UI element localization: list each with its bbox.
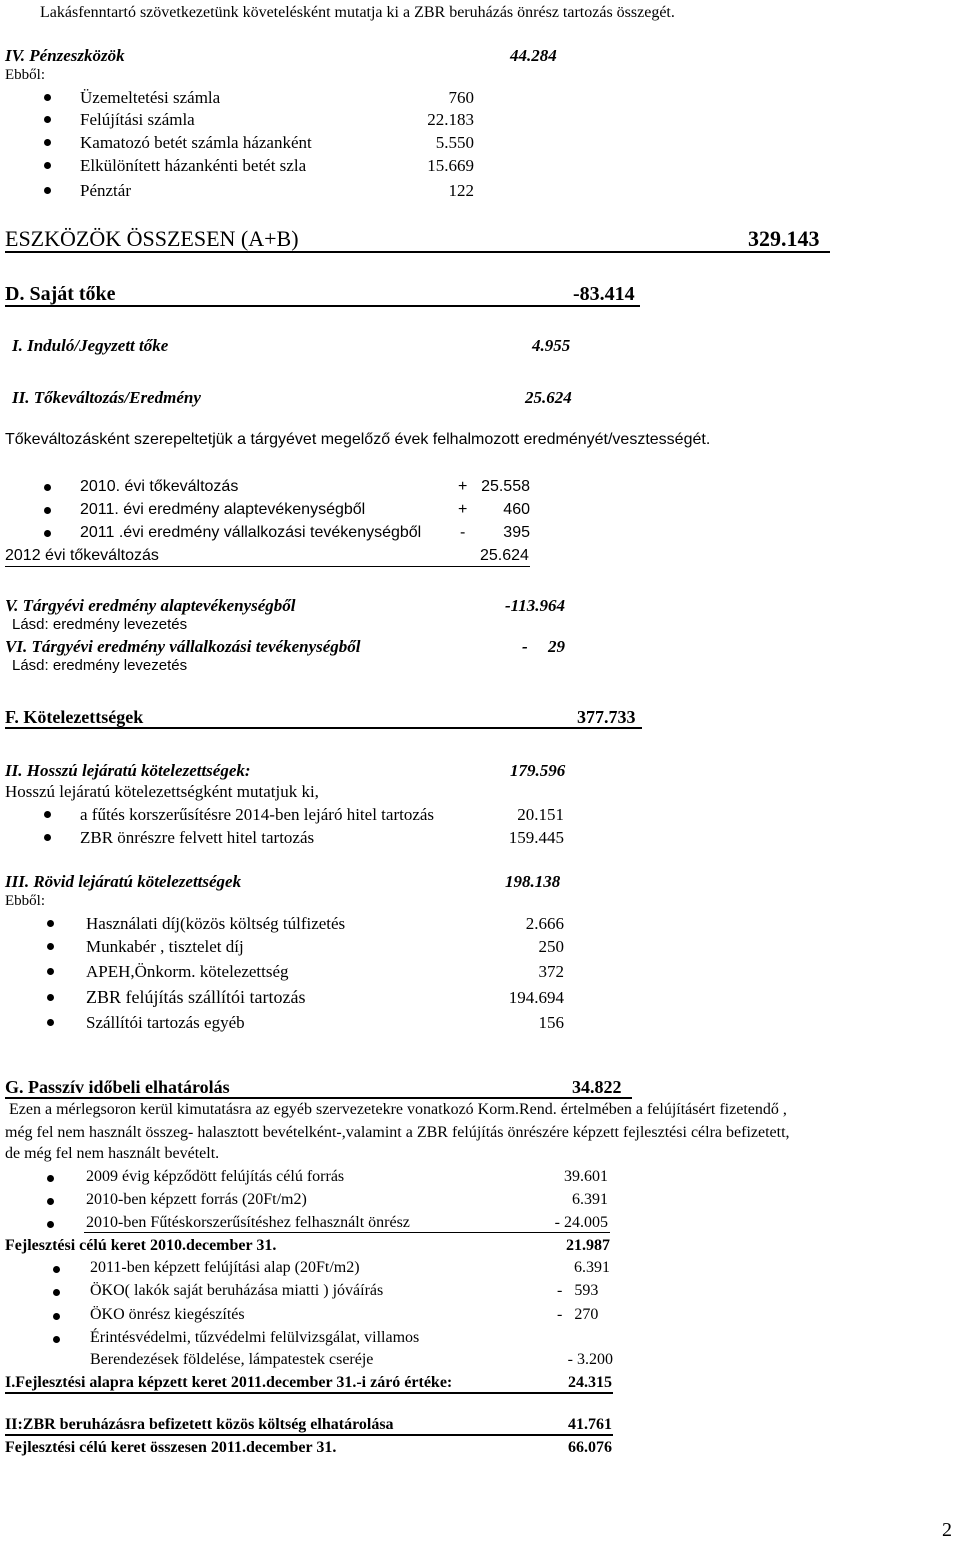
bullet-icon [44,834,51,841]
long-term-item-value: 20.151 [517,805,564,824]
equity-item-value: 395 [503,524,530,541]
dev-i-total-label: I.Fejlesztési alapra képzett keret 2011.december 31.-i záró értéke: [5,1374,453,1391]
deferrals-item-cont-value: - 3.200 [567,1351,613,1368]
bullet-icon [53,1313,60,1320]
bullet-icon [44,162,51,169]
deferrals-items1-underline [84,1232,610,1233]
dev-ii-total-label: II:ZBR beruházásra befizetett közös költség elhatárolása [5,1416,394,1433]
short-term-item-label: Szállítói tartozás egyéb [86,1013,245,1032]
cash-item-label: Elkülönített házankénti betét szla [80,156,307,175]
deferrals-label: G. Passzív időbeli elhatárolás [5,1077,230,1097]
equity-v-value: -113.964 [505,596,565,615]
equity-label: D. Saját tőke [5,283,116,305]
liabilities-value: 377.733 [577,707,636,727]
bullet-icon [47,943,54,950]
deferrals-item-value: - 270 [557,1306,599,1323]
deferrals-para-line: de még fel nem használt bevételt. [5,1145,220,1162]
short-term-value: 198.138 [505,872,561,891]
equity-year-total-underline [5,566,530,567]
equity-item-value: 25.558 [481,478,530,495]
long-term-label: II. Hosszú lejáratú kötelezettségek: [5,761,251,780]
deferrals-value: 34.822 [572,1077,622,1097]
bullet-icon [53,1266,60,1273]
equity-change-value: 25.624 [525,388,572,407]
short-term-ebbol: Ebből: [5,893,45,909]
equity-vi-sign: - [522,637,528,656]
cash-title: IV. Pénzeszközök [5,46,125,65]
equity-vi-label: VI. Tárgyévi eredmény vállalkozási tevékenységből [5,637,361,656]
short-term-label: III. Rövid lejáratú kötelezettségek [5,872,242,891]
long-term-value: 179.596 [510,761,566,780]
deferrals-item-value: - 24.005 [554,1214,608,1231]
bullet-icon [47,968,54,975]
dev-i-total-value: 24.315 [568,1374,612,1391]
deferrals-item-value: 6.391 [572,1191,608,1208]
bullet-icon [53,1336,60,1343]
deferrals-item-value: 6.391 [574,1259,610,1276]
deferrals-item-cont-label: Berendezések földelése, lámpatestek cseréje [90,1351,374,1368]
deferrals-item-label: 2010-ben képzett forrás (20Ft/m2) [86,1191,307,1208]
long-term-item-value: 159.445 [508,828,564,847]
dev-ii-total-underline [5,1434,613,1436]
deferrals-item-label: ÖKO( lakók saját beruházása miatti ) jóváírás [90,1282,384,1299]
cash-item-value: 22.183 [427,110,474,129]
bullet-icon [44,507,51,514]
deferrals-item-label: Érintésvédelmi, tűzvédelmi felülvizsgálat, villamos [90,1329,420,1346]
short-term-item-label: APEH,Önkorm. kötelezettség [86,962,289,981]
equity-v-label: V. Tárgyévi eredmény alaptevékenységből [5,596,296,615]
long-term-item-label: ZBR önrészre felvett hitel tartozás [80,828,315,847]
equity-year-total-value: 25.624 [480,547,529,564]
equity-item-label: 2010. évi tőkeváltozás [80,478,239,495]
assets-total-label: ESZKÖZÖK ÖSSZESEN (A+B) [5,226,299,251]
deferrals-para-line: még fel nem használt összeg- halasztott bevételként-,valamint a ZBR felújítás önrészére képzett fejlesztési célra befizetett, [5,1124,790,1141]
page-number: 2 [942,1519,952,1541]
equity-vi-value: 29 [548,637,565,656]
equity-v-see: Lásd: eredmény levezetés [12,616,188,633]
short-term-item-value: 194.694 [508,988,564,1007]
equity-value: -83.414 [573,283,635,305]
equity-item-sign: + [458,501,468,518]
dev-i-total-underline [5,1392,613,1394]
equity-note: Tőkeváltozásként szerepeltetjük a tárgyévet megelőző évek felhalmozott eredményét/vesztességét. [5,431,711,448]
deferrals-item-label: 2009 évig képződött felújítás célú forrás [86,1168,345,1185]
bullet-icon [44,94,51,101]
cash-item-value: 122 [448,181,474,200]
liabilities-label: F. Kötelezettségek [5,707,144,727]
cash-item-value: 15.669 [427,156,474,175]
short-term-item-value: 372 [538,962,564,981]
long-term-item-label: a fűtés korszerűsítésre 2014-ben lejáró hitel tartozás [80,805,435,824]
short-term-item-value: 2.666 [525,914,564,933]
equity-initial-label: I. Induló/Jegyzett tőke [12,336,169,355]
cash-item-label: Pénztár [80,181,131,200]
bullet-icon [44,116,51,123]
intro-text: Lakásfenntartó szövetkezetünk követelésként mutatja ki a ZBR beruházás önrész tartozás összegét. [40,4,675,21]
bullet-icon [47,920,54,927]
equity-vi-see: Lásd: eredmény levezetés [12,657,188,674]
cash-item-label: Üzemeltetési számla [80,88,221,107]
bullet-icon [47,1198,54,1205]
bullet-icon [47,1019,54,1026]
bullet-icon [44,139,51,146]
cash-item-value: 760 [448,88,474,107]
dev-frame-label: Fejlesztési célú keret 2010.december 31. [5,1237,277,1254]
bullet-icon [44,530,51,537]
deferrals-item-value: - 593 [557,1282,599,1299]
bullet-icon [44,187,51,194]
long-term-note: Hosszú lejáratú kötelezettségként mutatjuk ki, [5,782,319,801]
equity-item-value: 460 [503,501,530,518]
cash-ebbol: Ebből: [5,67,45,83]
equity-underline [5,305,640,307]
bullet-icon [47,1221,54,1228]
deferrals-item-value: 39.601 [564,1168,608,1185]
assets-total-value: 329.143 [748,226,820,251]
bullet-icon [47,994,54,1001]
dev-grand-total-value: 66.076 [568,1439,612,1456]
equity-change-label: II. Tőkeváltozás/Eredmény [12,388,201,407]
equity-initial-value: 4.955 [532,336,571,355]
deferrals-para-line: Ezen a mérlegsoron kerül kimutatásra az egyéb szervezetekre vonatkozó Korm.Rend. értelmében a felújításért fizetendő , [9,1101,787,1118]
bullet-icon [47,1175,54,1182]
bullet-icon [44,484,51,491]
equity-item-sign: - [460,524,466,541]
deferrals-item-label: ÖKO önrész kiegészítés [90,1306,245,1323]
short-term-item-label: ZBR felújítás szállítói tartozás [86,987,306,1007]
cash-item-value: 5.550 [435,133,474,152]
assets-total-underline [5,251,830,253]
short-term-item-label: Használati díj(közös költség túlfizetés [86,914,346,933]
bullet-icon [44,811,51,818]
cash-item-label: Kamatozó betét számla házanként [80,133,312,152]
equity-item-label: 2011 .évi eredmény vállalkozási tevékenységből [80,524,422,541]
deferrals-item-label: 2011-ben képzett felújítási alap (20Ft/m2) [90,1259,360,1276]
short-term-item-value: 156 [538,1013,564,1032]
equity-year-total-label: 2012 évi tőkeváltozás [5,547,159,564]
short-term-item-value: 250 [538,937,564,956]
dev-ii-total-value: 41.761 [568,1416,612,1433]
deferrals-item-label: 2010-ben Fűtéskorszerűsítéshez felhasznált önrész [86,1214,410,1231]
dev-frame-value: 21.987 [566,1237,610,1254]
bullet-icon [53,1289,60,1296]
cash-item-label: Felújítási számla [80,110,195,129]
liabilities-underline [5,727,642,729]
equity-item-sign: + [458,478,468,495]
cash-total: 44.284 [510,46,557,65]
equity-item-label: 2011. évi eredmény alaptevékenységből [80,501,366,518]
short-term-item-label: Munkabér , tisztelet díj [86,937,244,956]
dev-grand-total-label: Fejlesztési célú keret összesen 2011.december 31. [5,1439,337,1456]
deferrals-underline [5,1097,632,1099]
